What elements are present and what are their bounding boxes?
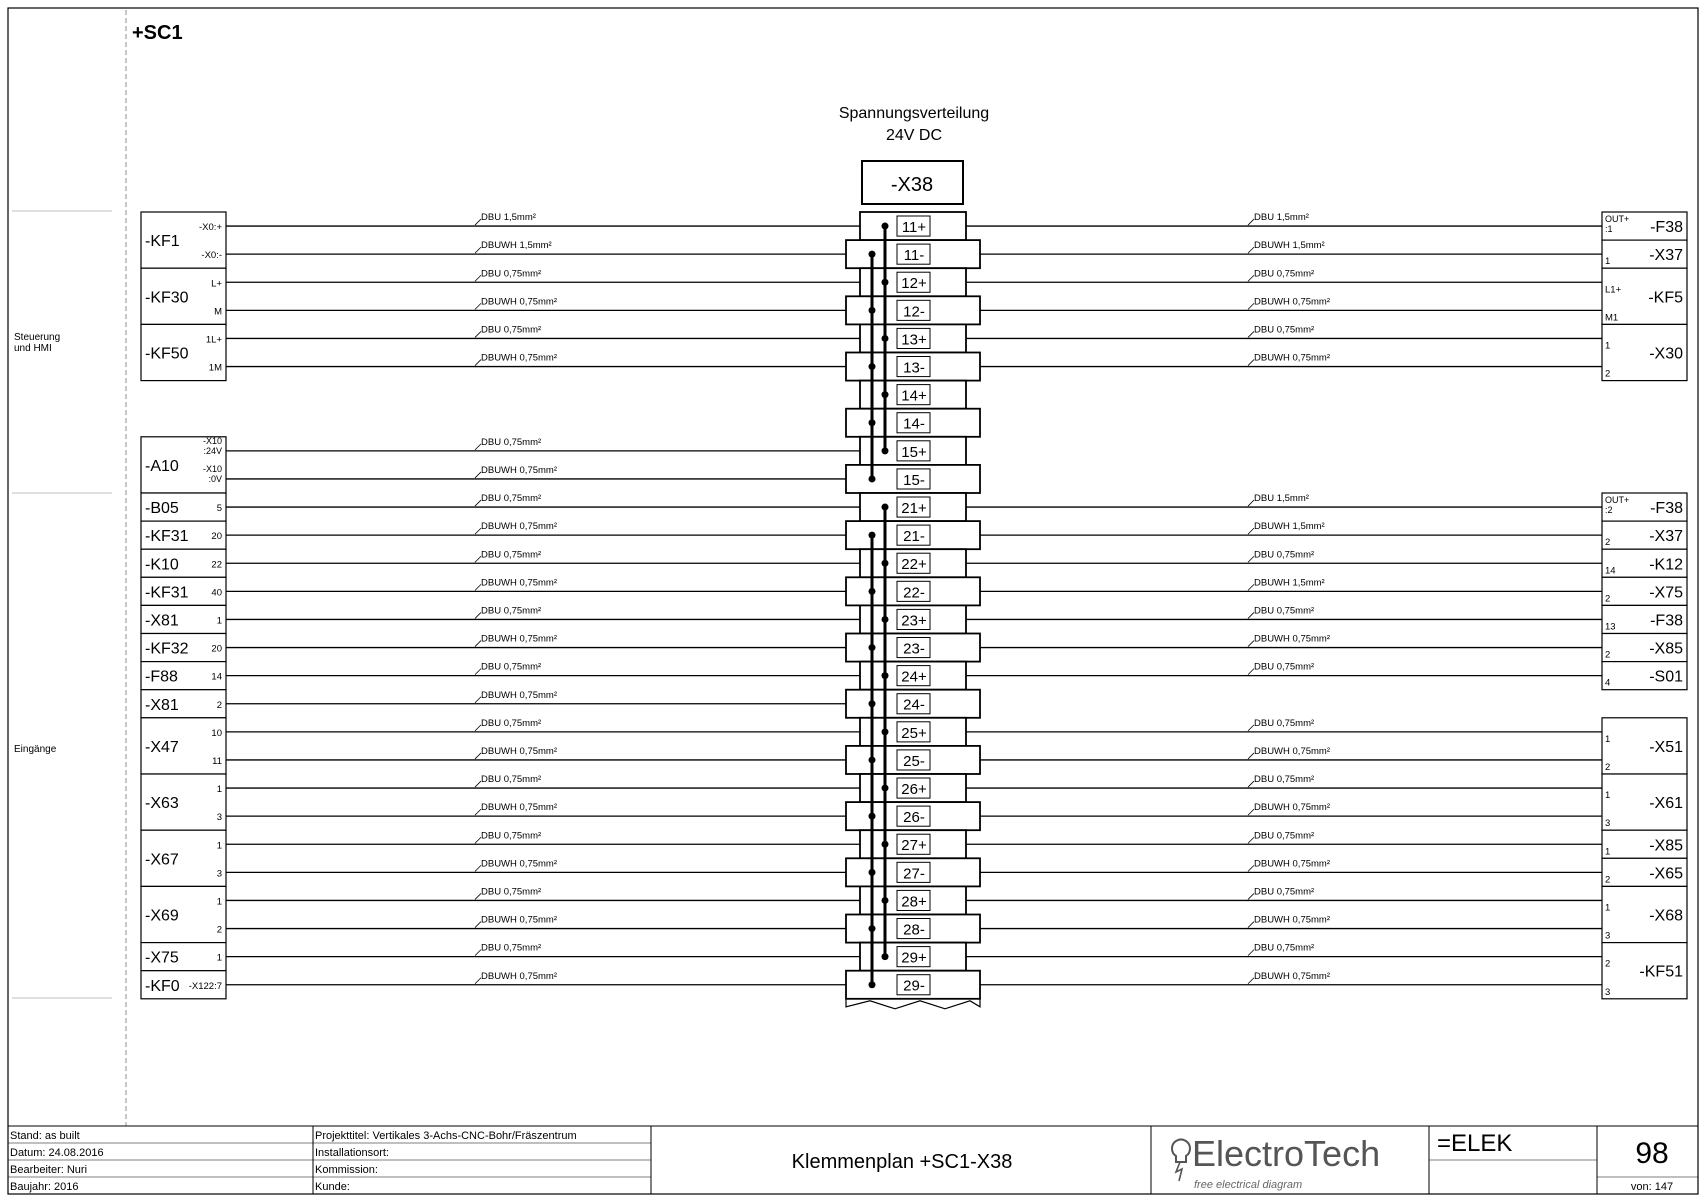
terminal-label: 23+ [901, 612, 927, 630]
terminal-label: 24- [903, 696, 925, 714]
cable-label: DBUWH 0,75mm² [1254, 858, 1331, 870]
cable-label: DBU 0,75mm² [481, 549, 542, 561]
terminal-label: 11+ [901, 219, 927, 236]
header-line-2: 24V DC [885, 127, 943, 144]
pin-label: 1 [1605, 790, 1611, 802]
device-name: -F88 [145, 668, 178, 686]
device-name: -X85 [1649, 640, 1683, 658]
device-name: -X68 [1649, 907, 1683, 925]
page-number: 98 [1635, 1137, 1669, 1170]
terminal-label: 28+ [901, 893, 927, 911]
cable-label: DBUWH 0,75mm² [1254, 914, 1331, 926]
terminal-label: 14- [903, 415, 925, 433]
device-name: -A10 [145, 457, 179, 475]
cable-label: DBUWH 0,75mm² [481, 745, 558, 757]
cable-label: DBU 1,5mm² [481, 212, 536, 224]
device-name: -KF50 [145, 345, 189, 363]
cable-label: DBU 0,75mm² [481, 493, 542, 505]
device-name: -X61 [1649, 795, 1683, 813]
device-name: -K12 [1649, 556, 1683, 574]
terminal-label: 15+ [901, 443, 927, 461]
cable-label: DBUWH 0,75mm² [1254, 296, 1331, 308]
device-name: -X69 [145, 907, 179, 925]
bridge-node [869, 925, 876, 932]
pin-label: -X0:- [201, 250, 222, 262]
bridge-node [882, 391, 889, 398]
bridge-node [882, 447, 889, 454]
pin-label: 3 [1605, 986, 1611, 998]
bridge-node [869, 588, 876, 595]
bridge-node [869, 869, 876, 876]
cable-label: DBUWH 1,5mm² [1254, 577, 1325, 589]
header-line-1: Spannungsverteilung [838, 105, 990, 122]
pin-label: 5 [216, 503, 222, 515]
bridge-node [869, 475, 876, 482]
device-name: -X63 [145, 795, 179, 813]
device-name: -KF31 [145, 528, 189, 546]
pin-label: 1 [216, 840, 222, 852]
cable-label: DBU 0,75mm² [1254, 717, 1315, 729]
cable-label: DBU 0,75mm² [1254, 830, 1315, 842]
pin-label: 2 [1605, 874, 1611, 886]
pin-label: 1 [1605, 256, 1611, 268]
pin-label: 1 [216, 784, 222, 796]
terminal-label: 15- [903, 471, 925, 489]
terminal-label: 22+ [901, 556, 927, 574]
cable-label: DBUWH 0,75mm² [481, 352, 558, 364]
terminal-label: 25- [903, 752, 925, 770]
pin-label: 3 [216, 812, 222, 824]
cable-label: DBUWH 0,75mm² [481, 802, 558, 814]
bridge-node [869, 419, 876, 426]
pin-label: 20 [211, 531, 222, 543]
pin-label: 1M [208, 362, 222, 374]
pin-label: OUT+ [1605, 214, 1630, 225]
cable-label: DBUWH 0,75mm² [1254, 352, 1331, 364]
device-name: -K10 [145, 556, 179, 574]
cable-label: DBU 0,75mm² [481, 436, 542, 448]
pin-label: 2 [216, 699, 222, 711]
terminal-label: 13+ [901, 331, 927, 349]
cable-label: DBUWH 0,75mm² [481, 970, 558, 982]
cable-label: DBU 0,75mm² [1254, 268, 1315, 280]
cable-label: DBUWH 0,75mm² [1254, 745, 1331, 757]
kunde-label: Kunde: [315, 1181, 350, 1193]
cable-label: DBU 0,75mm² [1254, 886, 1315, 898]
terminal-label: 21- [903, 528, 925, 546]
section-label: Eingänge [14, 744, 57, 755]
terminal-label: 27- [903, 865, 925, 883]
pin-label: 40 [211, 587, 222, 599]
terminal-label: 24+ [901, 668, 927, 686]
bridge-node [882, 672, 889, 679]
pin-label: 2 [1605, 761, 1611, 773]
terminal-label: 21+ [901, 500, 927, 517]
device-name: -X85 [1649, 837, 1683, 855]
pin-label: 2 [1605, 593, 1611, 605]
device-name: -F38 [1650, 612, 1683, 630]
cable-label: DBUWH 0,75mm² [481, 689, 558, 701]
bridge-node [882, 279, 889, 286]
cable-label: DBUWH 0,75mm² [481, 521, 558, 533]
pin-label: 1 [1605, 733, 1611, 745]
terminal-label: 12+ [901, 275, 927, 293]
device-name: -KF1 [145, 233, 180, 251]
pin-label: 20 [211, 643, 222, 655]
pin-label: 2 [1605, 958, 1611, 970]
device-name: -X37 [1649, 247, 1683, 265]
device-name: -F38 [1650, 219, 1683, 237]
device-name: -X81 [145, 612, 179, 630]
cable-label: DBU 0,75mm² [1254, 774, 1315, 786]
pin-label: 13 [1605, 621, 1616, 633]
bridge-node [869, 644, 876, 651]
pin-label: 2 [216, 924, 222, 936]
terminal-label: 14+ [901, 387, 927, 405]
pin-label: -X10 [202, 463, 222, 474]
cable-label: DBUWH 0,75mm² [481, 858, 558, 870]
cable-label: DBU 0,75mm² [481, 717, 542, 729]
cable-label: DBU 0,75mm² [1254, 605, 1315, 617]
bridge-node [882, 223, 889, 230]
logo-text: ElectroTech [1192, 1133, 1381, 1174]
terminal-label: 23- [903, 640, 925, 658]
cable-label: DBU 0,75mm² [481, 830, 542, 842]
pin-label: 14 [211, 671, 222, 683]
company-logo [1172, 1133, 1380, 1191]
device-name: -F38 [1650, 500, 1683, 518]
cable-label: DBU 0,75mm² [1254, 942, 1315, 954]
terminal-strip-name: -X38 [890, 174, 934, 196]
pin-label: L1+ [1605, 284, 1622, 296]
bridge-node [882, 335, 889, 342]
cable-label: DBUWH 1,5mm² [481, 240, 552, 252]
terminal-label: 28- [903, 921, 925, 939]
pin-label: 2 [1605, 537, 1611, 549]
pin-label: -X122:7 [188, 980, 222, 992]
pin-label: :1 [1605, 224, 1613, 235]
cable-label: DBU 1,5mm² [1254, 212, 1309, 224]
bridge-node [882, 560, 889, 567]
terminal-label: 27+ [901, 837, 927, 855]
cable-label: DBU 0,75mm² [481, 661, 542, 673]
bridge-node [882, 897, 889, 904]
cable-label: DBUWH 0,75mm² [1254, 802, 1331, 814]
bearbeiter-label: Bearbeiter: Nuri [10, 1164, 88, 1176]
device-name: -X81 [145, 696, 179, 714]
terminal-label: 13- [903, 359, 925, 377]
bridge-node [882, 728, 889, 735]
pin-label: -X10 [202, 435, 222, 446]
bridge-node [869, 813, 876, 820]
cable-label: DBU 1,5mm² [1254, 493, 1309, 505]
lightning-bulb-icon [1172, 1140, 1190, 1181]
pin-label: 10 [211, 727, 222, 739]
pin-label: M1 [1605, 312, 1619, 324]
pin-label: 3 [1605, 930, 1611, 942]
pin-label: 11 [212, 755, 222, 767]
section-label: Steuerung [14, 332, 61, 343]
terminal-label: 12- [903, 303, 925, 321]
cable-label: DBU 0,75mm² [481, 324, 542, 336]
pin-label: 1 [1605, 902, 1611, 914]
device-name: -X75 [145, 949, 179, 967]
cable-label: DBUWH 0,75mm² [481, 633, 558, 645]
pin-label: OUT+ [1605, 495, 1630, 506]
function-designation: =ELEK [1437, 1130, 1513, 1157]
pin-label: 2 [1605, 649, 1611, 661]
device-name: -S01 [1649, 668, 1683, 686]
terminal-label: 26+ [901, 781, 927, 798]
device-name: -KF5 [1648, 289, 1683, 307]
device-name: -X75 [1649, 584, 1683, 602]
device-name: -X30 [1649, 345, 1683, 363]
device-name: -X67 [145, 851, 179, 869]
stand-label: Stand: as built [10, 1130, 80, 1142]
pin-label: M [214, 306, 222, 318]
pin-label: 4 [1605, 677, 1611, 689]
terminal-label: 22- [903, 584, 925, 602]
pin-label: 3 [216, 868, 222, 880]
device-name: -KF30 [145, 289, 189, 307]
logo-tagline: free electrical diagram [1194, 1179, 1303, 1191]
pin-label: :2 [1605, 505, 1613, 516]
pin-label: 1 [216, 615, 222, 627]
drawing-title: Klemmenplan +SC1-X38 [791, 1151, 1013, 1173]
pin-label: L+ [211, 278, 222, 290]
location-tag: +SC1 [132, 22, 183, 44]
bridge-node [869, 251, 876, 258]
cable-label: DBUWH 0,75mm² [1254, 970, 1331, 982]
section-label: und HMI [14, 343, 52, 354]
pin-label: :24V [203, 445, 222, 456]
pin-label: 3 [1605, 818, 1611, 830]
bridge-node [882, 953, 889, 960]
terminal-label: 29+ [901, 949, 927, 967]
device-name: -X37 [1649, 528, 1683, 546]
cable-label: DBU 0,75mm² [481, 886, 542, 898]
cable-label: DBUWH 0,75mm² [481, 914, 558, 926]
cable-label: DBUWH 0,75mm² [481, 296, 558, 308]
cable-label: DBU 0,75mm² [1254, 549, 1315, 561]
device-name: -KF31 [145, 584, 189, 602]
cable-label: DBU 0,75mm² [481, 605, 542, 617]
pin-label: :0V [208, 473, 222, 484]
terminal-label: 26- [903, 809, 925, 827]
strip-break-mark [846, 999, 980, 1009]
cable-label: DBU 0,75mm² [481, 942, 542, 954]
device-name: -X47 [145, 738, 179, 756]
cable-label: DBU 0,75mm² [1254, 661, 1315, 673]
terminal-label: 11- [903, 247, 925, 265]
kommission-label: Kommission: [315, 1164, 378, 1176]
cable-label: DBUWH 1,5mm² [1254, 521, 1325, 533]
device-name: -X65 [1649, 865, 1683, 883]
cable-label: DBUWH 1,5mm² [1254, 240, 1325, 252]
bridge-node [869, 307, 876, 314]
device-name: -KF0 [145, 977, 180, 995]
installationsort-label: Installationsort: [315, 1147, 389, 1159]
bridge-node [869, 700, 876, 707]
bridge-node [869, 532, 876, 539]
pin-label: 2 [1605, 368, 1611, 380]
datum-label: Datum: 24.08.2016 [10, 1147, 104, 1159]
terminal-label: 29- [903, 977, 925, 995]
bridge-node [869, 363, 876, 370]
bridge-node [882, 785, 889, 792]
bridge-node [869, 981, 876, 988]
cable-label: DBU 0,75mm² [481, 774, 542, 786]
pin-label: 14 [1605, 565, 1616, 577]
pin-label: 1 [216, 896, 222, 908]
bridge-node [882, 504, 889, 511]
cable-label: DBU 0,75mm² [481, 268, 542, 280]
pin-label: 1 [1605, 846, 1611, 858]
baujahr-label: Baujahr: 2016 [10, 1181, 79, 1193]
cable-label: DBUWH 0,75mm² [1254, 633, 1331, 645]
pin-label: 1 [1605, 340, 1611, 352]
device-name: -B05 [145, 500, 179, 518]
device-name: -KF32 [145, 640, 189, 658]
pin-label: 1 [216, 952, 222, 964]
device-name: -X51 [1649, 738, 1683, 756]
terminal-label: 25+ [901, 724, 927, 742]
pin-label: 1L+ [205, 334, 222, 346]
device-name: -KF51 [1639, 963, 1683, 981]
pin-label: -X0:+ [199, 222, 222, 234]
pin-label: 22 [211, 559, 222, 571]
cable-label: DBUWH 0,75mm² [481, 577, 558, 589]
bridge-node [882, 841, 889, 848]
projekttitel-label: Projekttitel: Vertikales 3-Achs-CNC-Bohr/Fräszentrum [315, 1130, 577, 1142]
bridge-node [869, 756, 876, 763]
page-total: von: 147 [1630, 1181, 1674, 1193]
cable-label: DBU 0,75mm² [1254, 324, 1315, 336]
cable-label: DBUWH 0,75mm² [481, 464, 558, 476]
bridge-node [882, 616, 889, 623]
